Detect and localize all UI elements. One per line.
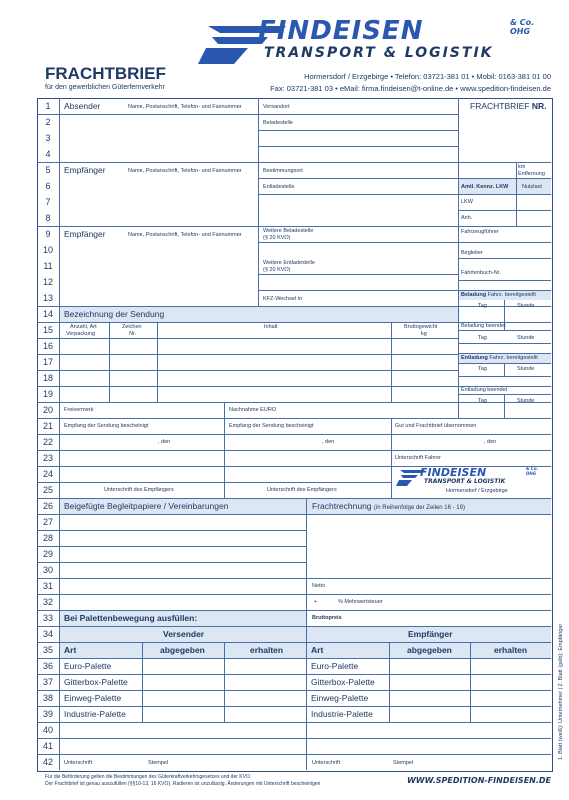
row-number: 10 [42, 245, 53, 255]
abgegeben-header-right: abgegeben [407, 645, 452, 655]
empfaenger2-hint: Name, Postanschrift, Telefon- und Faxnummer [128, 232, 242, 238]
row-number: 20 [42, 405, 53, 415]
row-number: 39 [42, 709, 53, 719]
den-2-label: , den [322, 439, 335, 445]
kg-label: kg [421, 331, 427, 337]
row-number: 4 [45, 149, 51, 159]
nr-label: NR. [531, 101, 547, 111]
beladung-bereit-label [461, 292, 536, 298]
brand-suffix-1: & Co. [510, 18, 535, 27]
entfernung-label: Entfernung [518, 171, 545, 177]
row-number: 26 [42, 501, 53, 511]
empfang-2-label: Empfang der Sendung bescheinigt [229, 423, 314, 429]
frachtrechnung-title: Frachtrechnung [312, 501, 372, 511]
brand-suffix-2: OHG [510, 27, 531, 36]
row-number: 24 [42, 469, 53, 479]
row-number: 11 [43, 261, 53, 271]
row-number: 42 [42, 757, 53, 767]
nutzlast-label: Nutzlast [522, 184, 542, 190]
bestimmungsort-label: Bestimmungsort [263, 168, 303, 174]
absender-hint: Name, Postanschrift, Telefon- und Faxnummer [128, 104, 242, 110]
beladung-beendet-label: Beladung beendet [461, 323, 506, 329]
pallet-right: Gitterbox-Palette [311, 677, 375, 687]
entladung-beendet-label: Entladung beendet [461, 387, 508, 393]
row-number: 25 [42, 485, 53, 495]
stempel-2-label: Stempel [393, 760, 414, 766]
row-number: 23 [42, 453, 53, 463]
brand-name: FINDEISEN [258, 16, 424, 46]
row-number: 36 [42, 661, 53, 671]
fahrtenbuch-label: Fahrtenbuch-Nr. [461, 270, 501, 276]
anh-label: Anh. [461, 215, 473, 221]
row-number: 2 [45, 117, 51, 127]
contact-line-2: Fax: 03721-381 03 • eMail: firma.findeisen@t-online.de • www.spedition-findeisen.de [270, 84, 551, 93]
row-number: 30 [42, 565, 53, 575]
row-number: 13 [42, 293, 53, 303]
stamp-brand-name: FINDEISEN [420, 466, 487, 479]
anzahl-label: Anzahl, Art [70, 324, 97, 330]
beladestelle-label: Beladestelle [263, 120, 293, 126]
frachtrechnung-hint: (in Reihenfolge der Zeilen 16 - 19) [373, 505, 465, 511]
form-border [37, 98, 553, 772]
fahrzeugfuehrer-label: Fahrzeugführer [461, 229, 499, 235]
begleiter-label: Begleiter [461, 250, 483, 256]
stempel-1-label: Stempel [148, 760, 169, 766]
pallet-left: Industrie-Palette [64, 709, 126, 719]
weitere-entladestelle-label: Weitere Entladestelle [263, 260, 315, 266]
row-number: 34 [42, 629, 53, 639]
row-number: 5 [45, 165, 51, 175]
row-number: 35 [42, 645, 53, 655]
row-number: 38 [42, 693, 53, 703]
empfaenger-hint: Name, Postanschrift, Telefon- und Faxnummer [128, 168, 242, 174]
unterschrift-empf-2-label: Unterschrift des Empfängers [267, 487, 337, 493]
row-number: 12 [42, 277, 53, 287]
stamp-location: Hormersdorf / Erzgebirge [446, 488, 508, 494]
pallet-left: Einweg-Palette [64, 693, 122, 703]
pallet-right: Euro-Palette [311, 661, 359, 671]
empfang-1-label: Empfang der Sendung bescheinigt [64, 423, 149, 429]
row-number: 21 [42, 421, 53, 431]
kvo-2-label: (§ 20 KVO) [263, 267, 291, 273]
stunde-label: Stunde [517, 398, 535, 404]
bruttogewicht-label: Bruttogewicht [404, 324, 438, 330]
erhalten-header-right: erhalten [494, 645, 528, 655]
pallet-left: Euro-Palette [64, 661, 112, 671]
art-header-left: Art [64, 645, 77, 655]
row-number: 19 [42, 389, 53, 399]
contact-line-1: Hormersdorf / Erzgebirge • Telefon: 03721-381 01 • Mobil: 0163-381 01 00 [304, 72, 551, 81]
row-number: 14 [42, 309, 53, 319]
row-number: 32 [42, 597, 53, 607]
row-number: 6 [45, 181, 51, 191]
footer-website: WWW.SPEDITION-FINDEISEN.DE [406, 776, 551, 785]
erhalten-header-left: erhalten [250, 645, 284, 655]
unterschrift-fahrer-label: Unterschrift Fahrer [395, 455, 441, 461]
nr2-label: Nr. [129, 331, 137, 337]
tag-label: Tag [478, 398, 487, 404]
versandort-label: Versandort [263, 104, 290, 110]
bruttopreis-label: Bruttopreis [312, 615, 342, 621]
row-number: 22 [42, 437, 53, 447]
row-number: 9 [45, 229, 51, 239]
beladung-bereit-suffix: Fahrz. bereitgestellt [487, 292, 536, 298]
row-number: 7 [45, 197, 51, 207]
row-number: 29 [42, 549, 53, 559]
abgegeben-header-left: abgegeben [160, 645, 205, 655]
footer-line-1: Für die Beförderung gelten die Bestimmungen des Güterkraftverkehrsgesetzes und der KVO. [45, 774, 252, 780]
begleitpapiere-label: Beigefügte Begleitpapiere / Vereinbarungen [64, 501, 229, 511]
footer-line-2: Der Frachtbrief ist genau auszufüllen (§§10-13, 16 KVO). Radieren ist unzulässig. Änderungen mit Unterschrift bescheinigen [45, 781, 321, 787]
lkw-label: LKW [461, 199, 473, 205]
row-number: 1 [45, 101, 51, 111]
paletten-label: Bei Palettenbewegung ausfüllen: [64, 613, 198, 623]
stunde-label: Stunde [517, 303, 535, 309]
stunde-label: Stunde [517, 366, 535, 372]
unterschrift-2-label: Unterschrift [312, 760, 341, 766]
tag-label: Tag [478, 335, 487, 341]
frachtrechnung-label [312, 501, 465, 511]
art-header-right: Art [311, 645, 324, 655]
netto-label: Netto [312, 583, 326, 589]
row-number: 17 [42, 357, 53, 367]
inhalt-label: Inhalt [264, 324, 278, 330]
pallet-left: Gitterbox-Palette [64, 677, 128, 687]
entladung-word: Entladung [461, 355, 488, 361]
beladung-word: Beladung [461, 292, 487, 298]
bezeichnung-label: Bezeichnung der Sendung [64, 309, 165, 319]
empfaenger-header: Empfänger [408, 629, 453, 639]
row-number: 18 [42, 373, 53, 383]
kvo-1-label: (§ 20 KVO) [263, 235, 291, 241]
plus-label: + [314, 599, 318, 605]
page-title: FRACHTBRIEF [45, 64, 166, 83]
mwst-label: % Mehrwertsteuer [338, 599, 383, 605]
frachtbrief-nr-label [470, 101, 547, 111]
den-1-label: , den [158, 439, 171, 445]
empfaenger-label: Empfänger [64, 165, 106, 175]
pallet-right: Einweg-Palette [311, 693, 369, 703]
nachnahme-label: Nachnahme EURO [229, 407, 277, 413]
entladung-bereit-suffix: Fahrz. bereitgestellt [489, 355, 538, 361]
zeichen-label: Zeichen [122, 324, 142, 330]
amtl-kennz-label: Amtl. Kennz. LKW [461, 184, 509, 190]
page-subtitle: für den gewerblichen Güterfernverkehr [45, 84, 165, 91]
row-number: 16 [42, 341, 53, 351]
row-number: 37 [42, 677, 53, 687]
row-number: 40 [42, 725, 53, 735]
tag-label: Tag [478, 303, 487, 309]
unterschrift-1-label: Unterschrift [64, 760, 93, 766]
gut-uebernommen-label: Gut und Frachtbrief übernommen [395, 423, 477, 429]
unterschrift-empf-1-label: Unterschrift des Empfängers [104, 487, 174, 493]
tag-label: Tag [478, 366, 487, 372]
weitere-beladestelle-label: Weitere Beladestelle [263, 228, 314, 234]
row-number: 33 [42, 613, 53, 623]
brand-tagline: TRANSPORT & LOGISTIK [264, 45, 494, 61]
entladung-bereit-label [461, 355, 538, 361]
km-label: km [518, 164, 526, 170]
verpackung-label: Verpackung [66, 331, 96, 337]
empfaenger2-label: Empfänger [64, 229, 106, 239]
copy-distribution-note: 1. Blatt (weiß): Unternehmer | 2. Blatt (gelb): Empfänger [558, 623, 564, 760]
pallet-right: Industrie-Palette [311, 709, 373, 719]
den-3-label: , den [484, 439, 497, 445]
stunde-label: Stunde [517, 335, 535, 341]
row-number: 27 [42, 517, 53, 527]
kfz-wechsel-label: KFZ-Wechsel in [263, 296, 303, 302]
row-number: 31 [42, 581, 53, 591]
stamp-brand-tagline: TRANSPORT & LOGISTIK [424, 478, 506, 485]
absender-label: Absender [64, 101, 101, 111]
freivermerk-label: Freivermerk [64, 407, 94, 413]
row-number: 3 [45, 133, 51, 143]
versender-header: Versender [163, 629, 205, 639]
row-number: 28 [42, 533, 53, 543]
row-number: 41 [42, 741, 53, 751]
row-number: 8 [45, 213, 51, 223]
entladestelle-label: Entladestelle [263, 184, 295, 190]
frachtbrief-label: FRACHTBRIEF [470, 101, 530, 111]
row-number: 15 [42, 325, 53, 335]
stamp-brand-suffix-1: & Co. [526, 466, 539, 471]
stamp-brand-suffix-2: OHG [526, 471, 537, 476]
stamp-logo [396, 466, 550, 496]
